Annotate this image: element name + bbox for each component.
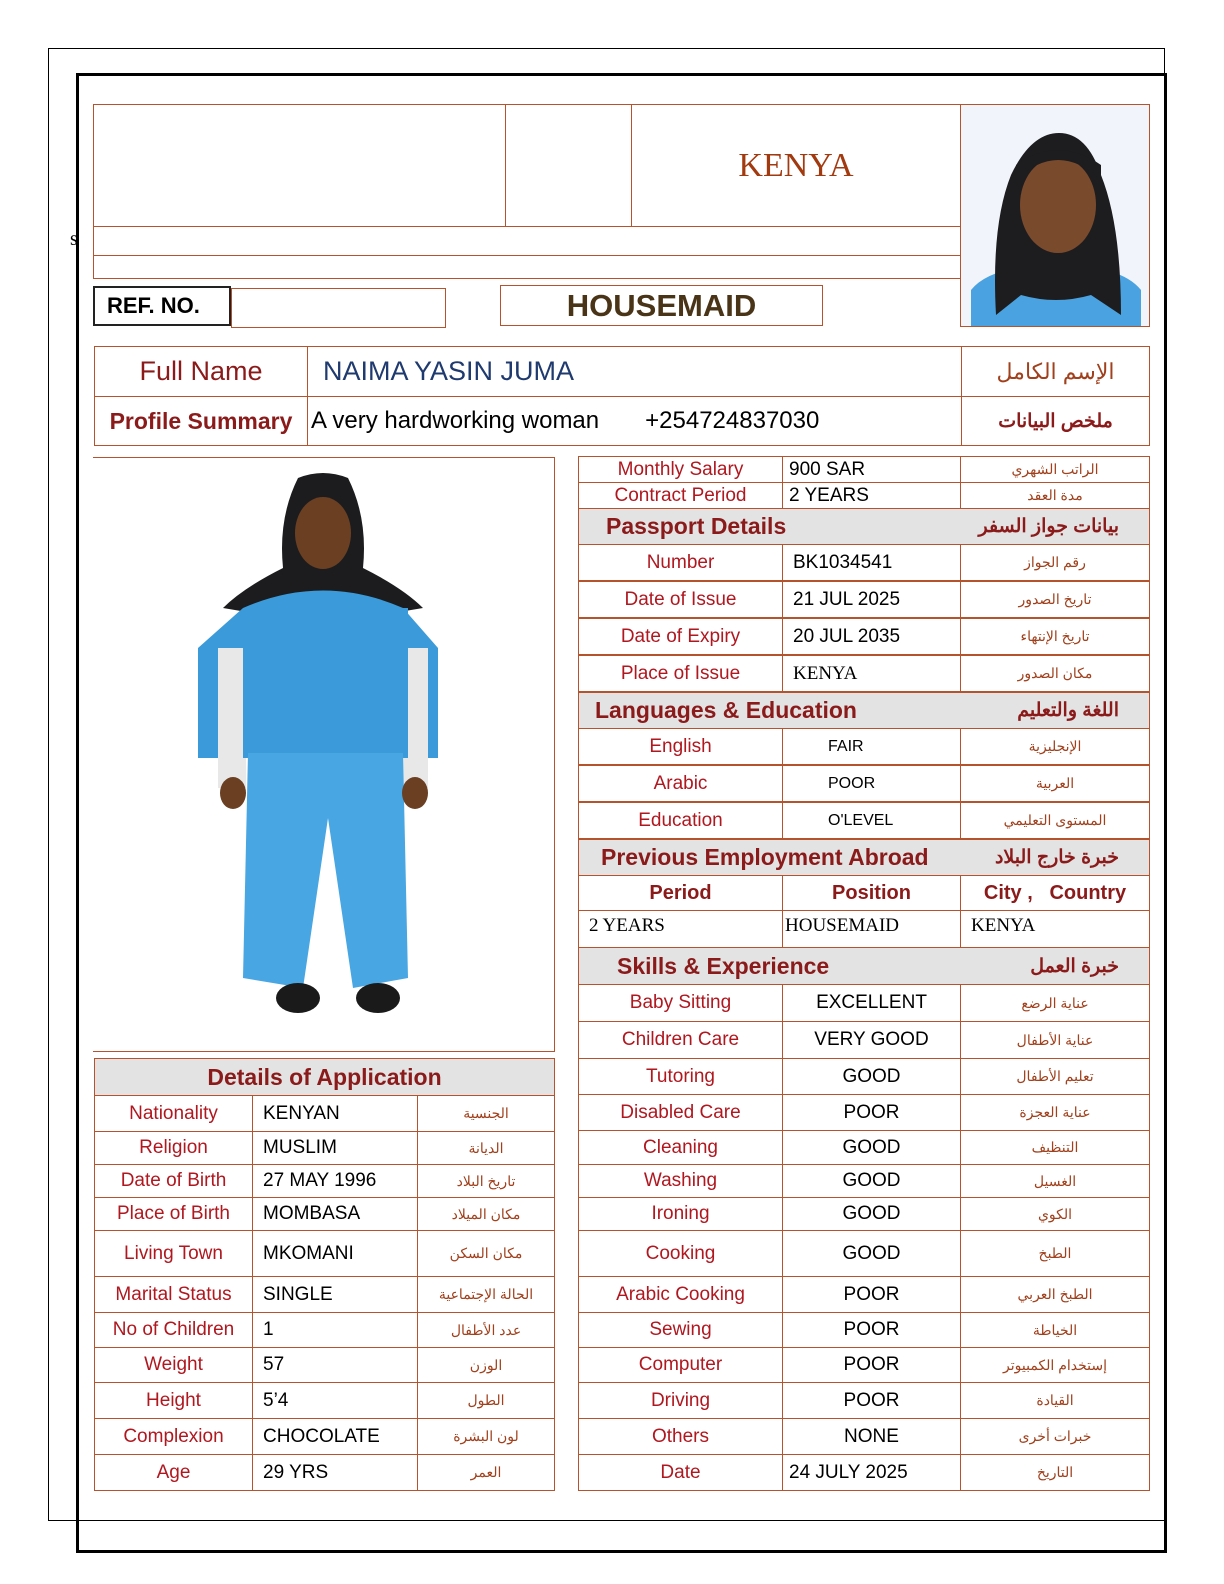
application-row-label: Religion — [94, 1131, 253, 1165]
application-row-label: Date of Birth — [94, 1164, 253, 1198]
application-header: Details of Application — [94, 1058, 555, 1096]
salary-row-arabic: مدة العقد — [960, 482, 1150, 509]
application-row-value: 27 MAY 1996 — [252, 1164, 418, 1198]
ref-no-label: REF. NO. — [93, 286, 231, 326]
skill-row-arabic: القيادة — [960, 1382, 1150, 1419]
employment-title: Previous Employment Abroad — [601, 844, 929, 870]
skill-row-arabic: الغسيل — [960, 1164, 1150, 1198]
skill-row-label: Baby Sitting — [578, 984, 783, 1022]
application-row-value: 57 — [252, 1347, 418, 1383]
skill-row-value: VERY GOOD — [782, 1021, 961, 1059]
passport-title-arabic: بيانات جواز السفر — [978, 516, 1119, 537]
passport-row-value: 20 JUL 2035 — [782, 618, 961, 655]
passport-row-label: Place of Issue — [578, 655, 783, 692]
header-blank-box-1 — [93, 104, 506, 227]
language-row-label: Education — [578, 802, 783, 839]
application-row-label: Complexion — [94, 1418, 253, 1455]
application-row-arabic: الحالة الإجتماعية — [417, 1276, 555, 1313]
passport-row-label: Number — [578, 544, 783, 581]
full-name-value: NAIMA YASIN JUMA — [307, 346, 962, 397]
profile-summary-label: Profile Summary — [94, 396, 308, 446]
passport-row-arabic: تاريخ الصدور — [960, 581, 1150, 618]
employment-col-city: City , Country — [960, 875, 1150, 911]
skill-row-arabic: التنظيف — [960, 1130, 1150, 1165]
skill-row-label: Others — [578, 1418, 783, 1455]
full-name-arabic: الإسم الكامل — [961, 346, 1150, 397]
skill-row-label: Tutoring — [578, 1058, 783, 1095]
side-mark: s — [70, 228, 78, 250]
salary-row-value: 900 SAR — [782, 456, 961, 483]
ref-no-field — [231, 288, 446, 328]
passport-row-arabic: رقم الجواز — [960, 544, 1150, 581]
application-row-label: Age — [94, 1454, 253, 1491]
application-row-value: 1 — [252, 1312, 418, 1348]
application-row-arabic: مكان الميلاد — [417, 1197, 555, 1231]
application-row-label: Weight — [94, 1347, 253, 1383]
application-row-label: Place of Birth — [94, 1197, 253, 1231]
language-row-label: English — [578, 728, 783, 765]
passport-title: Passport Details — [606, 513, 787, 539]
language-row-arabic: الإنجليزية — [960, 728, 1150, 765]
skill-row-value: POOR — [782, 1276, 961, 1313]
skill-row-value: GOOD — [782, 1164, 961, 1198]
languages-title: Languages & Education — [595, 697, 857, 723]
employment-row-position: HOUSEMAID — [782, 910, 961, 948]
skill-row-value: POOR — [782, 1347, 961, 1383]
passport-header — [578, 508, 1150, 545]
employment-col-position: Position — [782, 875, 961, 911]
skill-row-label: Cooking — [578, 1230, 783, 1277]
application-row-arabic: تاريخ البلاد — [417, 1164, 555, 1198]
skill-row-label: Disabled Care — [578, 1094, 783, 1131]
application-row-value: 5’4 — [252, 1382, 418, 1419]
skill-row-value: GOOD — [782, 1197, 961, 1231]
skills-header — [578, 947, 1150, 985]
application-row-arabic: الطول — [417, 1382, 555, 1419]
application-row-label: Height — [94, 1382, 253, 1419]
profile-summary-text: A very hardworking woman — [311, 407, 600, 434]
application-row-value: 29 YRS — [252, 1454, 418, 1491]
skill-row-value: GOOD — [782, 1130, 961, 1165]
skill-row-arabic: إستخدام الكمبيوتر — [960, 1347, 1150, 1383]
skill-row-arabic: الطبخ — [960, 1230, 1150, 1277]
application-row-value: MKOMANI — [252, 1230, 418, 1277]
application-row-arabic: الوزن — [417, 1347, 555, 1383]
skill-row-value: POOR — [782, 1382, 961, 1419]
employment-header — [578, 839, 1150, 876]
skill-row-value: EXCELLENT — [782, 984, 961, 1022]
skill-row-label: Children Care — [578, 1021, 783, 1059]
employment-row-city: KENYA — [960, 910, 1150, 948]
skill-row-label: Computer — [578, 1347, 783, 1383]
skill-row-value: GOOD — [782, 1230, 961, 1277]
skill-row-arabic: عناية الرضع — [960, 984, 1150, 1022]
skill-row-value: POOR — [782, 1094, 961, 1131]
skill-row-label: Cleaning — [578, 1130, 783, 1165]
skill-row-value: POOR — [782, 1312, 961, 1348]
salary-row-label: Monthly Salary — [578, 456, 783, 483]
application-row-value: KENYAN — [252, 1095, 418, 1132]
skill-row-value: 24 JULY 2025 — [782, 1454, 961, 1491]
application-row-arabic: لون البشرة — [417, 1418, 555, 1455]
application-row-label: No of Children — [94, 1312, 253, 1348]
phone-number: +254724837030 — [645, 407, 820, 434]
skill-row-arabic: تعليم الأطفال — [960, 1058, 1150, 1095]
application-row-label: Living Town — [94, 1230, 253, 1277]
skills-title: Skills & Experience — [617, 952, 830, 979]
language-row-value: FAIR — [782, 728, 961, 765]
application-row-value: MUSLIM — [252, 1131, 418, 1165]
profile-summary-value — [307, 396, 962, 446]
full-body-photo — [93, 457, 555, 1052]
skill-row-value: GOOD — [782, 1058, 961, 1095]
passport-row-value: 21 JUL 2025 — [782, 581, 961, 618]
skill-row-arabic: عناية الأطفال — [960, 1021, 1150, 1059]
language-row-value: O'LEVEL — [782, 802, 961, 839]
employment-row-period: 2 YEARS — [578, 910, 783, 948]
skills-title-arabic: خبرة العمل — [1030, 955, 1119, 977]
skill-row-arabic: خبرات أخرى — [960, 1418, 1150, 1455]
skill-row-label: Date — [578, 1454, 783, 1491]
full-name-label: Full Name — [94, 346, 308, 397]
skill-row-label: Washing — [578, 1164, 783, 1198]
salary-row-arabic: الراتب الشهري — [960, 456, 1150, 483]
headshot-photo — [960, 104, 1150, 327]
application-row-value: SINGLE — [252, 1276, 418, 1313]
language-row-arabic: العربية — [960, 765, 1150, 802]
passport-row-arabic: تاريخ الإنتهاء — [960, 618, 1150, 655]
language-row-value: POOR — [782, 765, 961, 802]
salary-row-value: 2 YEARS — [782, 482, 961, 509]
skill-row-label: Driving — [578, 1382, 783, 1419]
skill-row-value: NONE — [782, 1418, 961, 1455]
application-row-arabic: عدد الأطفال — [417, 1312, 555, 1348]
passport-row-label: Date of Issue — [578, 581, 783, 618]
header-blank-strip-1 — [93, 226, 961, 256]
languages-title-arabic: اللغة والتعليم — [1017, 700, 1119, 721]
language-row-arabic: المستوى التعليمي — [960, 802, 1150, 839]
application-row-label: Marital Status — [94, 1276, 253, 1313]
application-row-arabic: مكان السكن — [417, 1230, 555, 1277]
passport-row-value: KENYA — [782, 655, 961, 692]
skill-row-arabic: الخياطة — [960, 1312, 1150, 1348]
skill-row-arabic: التاريخ — [960, 1454, 1150, 1491]
language-row-label: Arabic — [578, 765, 783, 802]
header-blank-box-2 — [505, 104, 632, 227]
passport-row-label: Date of Expiry — [578, 618, 783, 655]
skill-row-arabic: الكوي — [960, 1197, 1150, 1231]
header-blank-strip-2 — [93, 255, 961, 279]
languages-header — [578, 692, 1150, 729]
skill-row-label: Sewing — [578, 1312, 783, 1348]
application-row-arabic: العمر — [417, 1454, 555, 1491]
application-row-value: CHOCOLATE — [252, 1418, 418, 1455]
employment-col-period: Period — [578, 875, 783, 911]
application-row-label: Nationality — [94, 1095, 253, 1132]
passport-row-arabic: مكان الصدور — [960, 655, 1150, 692]
profile-summary-arabic: ملخص البيانات — [961, 396, 1150, 446]
job-title: HOUSEMAID — [500, 285, 823, 326]
application-row-arabic: الديانة — [417, 1131, 555, 1165]
employment-title-arabic: خبرة خارج البلاد — [994, 847, 1119, 868]
skill-row-label: Arabic Cooking — [578, 1276, 783, 1313]
application-row-arabic: الجنسية — [417, 1095, 555, 1132]
salary-row-label: Contract Period — [578, 482, 783, 509]
skill-row-arabic: الطبخ العربي — [960, 1276, 1150, 1313]
passport-row-value: BK1034541 — [782, 544, 961, 581]
skill-row-arabic: عناية العجزة — [960, 1094, 1150, 1131]
skill-row-label: Ironing — [578, 1197, 783, 1231]
application-row-value: MOMBASA — [252, 1197, 418, 1231]
country-title: KENYA — [631, 104, 961, 227]
